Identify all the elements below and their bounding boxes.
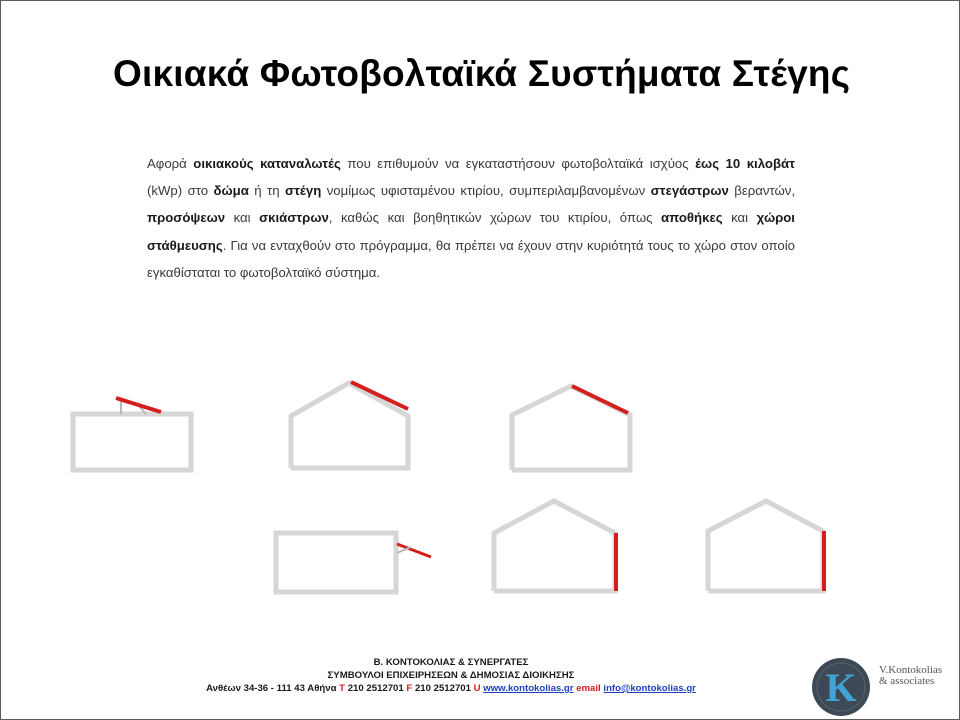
house-outline [708,501,823,591]
solar-panel [572,386,628,413]
building-outline [276,533,396,592]
highlighted-term: στέγη [285,183,322,199]
building-outline [73,414,191,470]
diagram-facade [708,501,824,591]
web-label: U [473,683,481,694]
brand-line-1: V.Kontokolias [879,664,943,676]
fax-label: F [406,683,413,694]
house-outline [512,386,630,470]
email-label: email [576,683,601,694]
diagram-flat-roof [73,398,191,470]
slide-title: Οικιακά Φωτοβολταϊκά Συστήματα Στέγης [113,53,851,94]
highlighted-term: χώροι στάθμευσης [147,210,795,253]
highlighted-term: δώμα [213,183,249,199]
diagram-facade [494,501,616,591]
highlighted-term: προσόψεων [147,210,226,226]
house-outline [291,383,408,468]
diagram-awning [276,533,431,592]
phone: 210 2512701 [347,683,404,694]
phone-label: T [339,683,346,694]
paragraph-text: που επιθυμούν να εγκαταστήσουν φωτοβολταϊκά ισχύος [340,156,696,171]
house-outline [494,501,615,591]
brand-line-2: & associates [879,675,935,687]
address: Ανθέων 34-36 - 111 43 Αθήνα [206,683,337,694]
brand-name [879,665,942,687]
solar-panel [351,382,408,409]
paragraph-text: (kWp) στο [147,183,214,199]
paragraph-text: . Για να ενταχθούν στο πρόγραμμα, θα πρέπει να έχουν στην κυριότητά τους το χώρο στον οποίο εγκαθίσταται το φωτοβολταϊκό σύστημα. [147,237,795,280]
diagram-pitched-roof [291,382,408,468]
paragraph-text: και [722,210,757,226]
footer [151,656,751,695]
installation-diagrams [1,1,959,719]
logo-letter: K [825,665,857,710]
contact-line [151,682,751,695]
highlighted-term: στεγάστρων [650,183,729,199]
website-link[interactable]: www.kontokolias.gr [483,683,574,694]
email-link[interactable]: info@kontokolias.gr [603,683,696,694]
company-logo [811,657,871,717]
paragraph-text: βεραντών, [728,183,795,199]
paragraph-text: ή τη [248,183,286,199]
paragraph-text: και [225,210,260,226]
company-name: Β. ΚΟΝΤΟΚΟΛΙΑΣ & ΣΥΝΕΡΓΑΤΕΣ [373,657,529,668]
highlighted-term: έως 10 κιλοβάτ [695,156,795,171]
paragraph-text: , καθώς και βοηθητικών χώρων του κτιρίου, όπως [328,210,662,226]
company-tagline: ΣΥΜΒΟΥΛΟΙ ΕΠΙΧΕΙΡΗΣΕΩΝ & ΔΗΜΟΣΙΑΣ ΔΙΟΙΚΗΣΗΣ [327,670,575,681]
fax: 210 2512701 [414,683,471,694]
highlighted-term: οικιακούς καταναλωτές [193,156,341,171]
diagram-pitched-roof [512,386,630,470]
solar-panel [116,398,161,412]
highlighted-term: σκιάστρων [259,210,329,226]
paragraph-text: Αφορά [147,156,194,171]
paragraph-text: νομίμως υφισταμένου κτιρίου, συμπεριλαμβανομένων [321,183,651,199]
highlighted-term: αποθήκες [661,210,723,226]
